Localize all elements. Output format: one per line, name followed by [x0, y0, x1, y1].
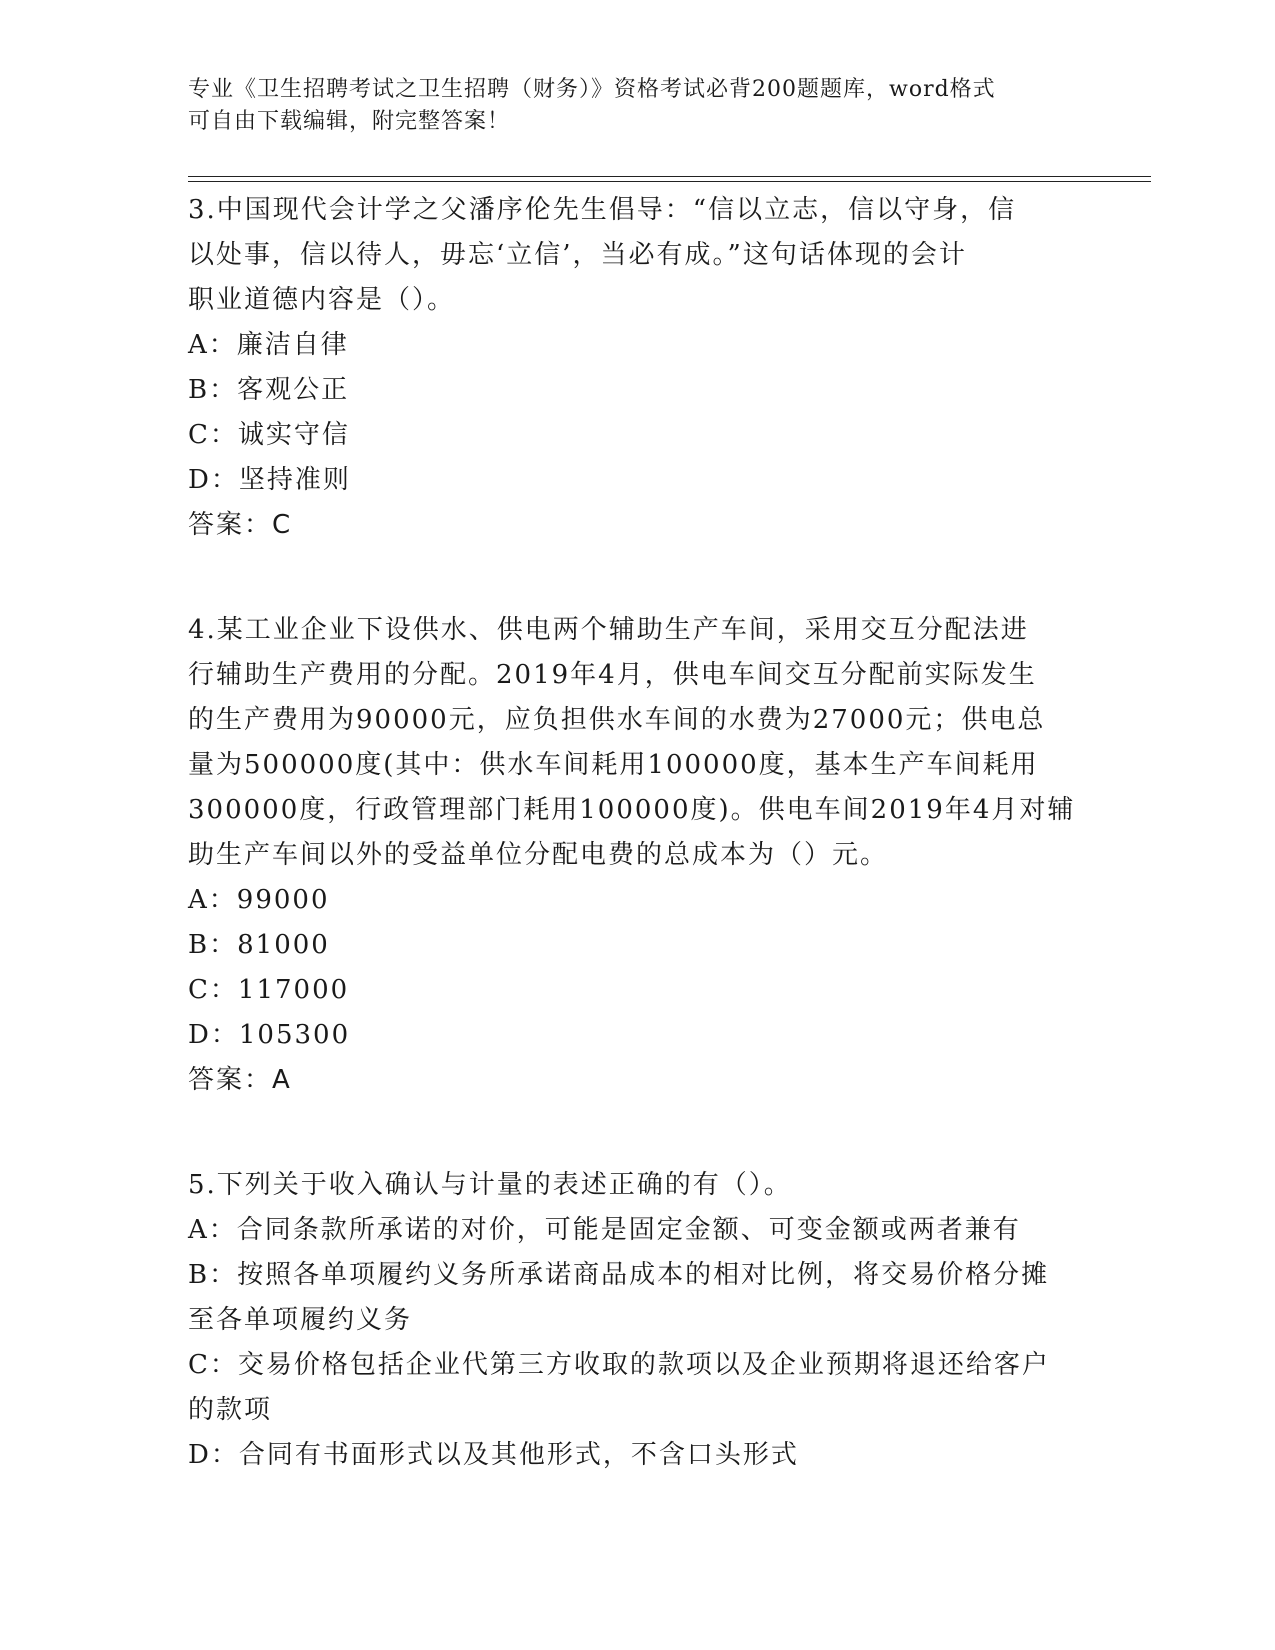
option-b [188, 1253, 1088, 1298]
option-d [188, 458, 1088, 503]
option-b [188, 923, 1088, 968]
option-text: 廉洁自律 [236, 330, 349, 360]
option-d [188, 1013, 1088, 1058]
option-text: 合同条款所承诺的对价，可能是固定金额、可变金额或两者兼有 [236, 1215, 1021, 1245]
question-stem-line: 职业道德内容是（）。 [188, 285, 456, 315]
option-key: B： [188, 930, 238, 960]
question-stem-line: 5.下列关于收入确认与计量的表述正确的有（）。 [188, 1170, 792, 1200]
option-text: 交易价格包括企业代第三方收取的款项以及企业预期将退还给客户 [237, 1350, 1050, 1380]
option-b [188, 368, 1088, 413]
option-key: A： [188, 885, 237, 915]
option-text: 105300 [238, 1020, 351, 1050]
header-line: 专业《卫生招聘考试之卫生招聘（财务）》资格考试必背200题题库，word格式 [188, 77, 996, 102]
option-text: 117000 [237, 975, 350, 1005]
question-stem-line: 行辅助生产费用的分配。2019年4月，供电车间交互分配前实际发生 [188, 660, 1037, 690]
header-divider [188, 176, 1151, 177]
question-list [188, 188, 1088, 1478]
question-3 [188, 188, 1088, 548]
option-a [188, 878, 1088, 923]
option-key: C： [188, 420, 238, 450]
option-c [188, 968, 1088, 1013]
option-key: D： [188, 465, 239, 495]
question-stem-line: 3.中国现代会计学之父潘序伦先生倡导：“信以立志，信以守身，信 [188, 195, 1017, 225]
option-c [188, 1343, 1088, 1388]
question-stem-line: 助生产车间以外的受益单位分配电费的总成本为（）元。 [188, 840, 889, 870]
question-stem-line: 300000度，行政管理部门耗用100000度)。供电车间2019年4月对辅 [188, 795, 1076, 825]
option-a [188, 323, 1088, 368]
option-text: 99000 [236, 885, 330, 915]
question-stem-line: 4.某工业企业下设供水、供电两个辅助生产车间，采用交互分配法进 [188, 615, 1029, 645]
answer-line: 答案：A [188, 1065, 292, 1095]
option-key: A： [188, 330, 237, 360]
answer-line: 答案：C [188, 510, 293, 540]
document-header [188, 74, 1088, 138]
option-key: B： [188, 375, 238, 405]
option-key: D： [188, 1440, 239, 1470]
option-c-continuation: 的款项 [188, 1395, 273, 1425]
question-stem-line: 量为500000度(其中：供水车间耗用100000度，基本生产车间耗用 [188, 750, 1039, 780]
question-stem-line: 以处事，信以待人，毋忘‘立信’，当必有成。”这句话体现的会计 [188, 240, 967, 270]
option-b-continuation: 至各单项履约义务 [188, 1305, 413, 1335]
header-line: 可自由下载编辑，附完整答案！ [188, 109, 511, 134]
option-c [188, 413, 1088, 458]
option-text: 按照各单项履约义务所承诺商品成本的相对比例，将交易价格分摊 [237, 1260, 1050, 1290]
option-d [188, 1433, 1088, 1478]
option-key: C： [188, 975, 238, 1005]
option-key: D： [188, 1020, 239, 1050]
option-text: 81000 [237, 930, 330, 960]
question-5 [188, 1163, 1088, 1478]
option-a [188, 1208, 1088, 1253]
option-key: A： [188, 1215, 237, 1245]
option-key: C： [188, 1350, 238, 1380]
option-key: B： [188, 1260, 238, 1290]
option-text: 客观公正 [237, 375, 350, 405]
header-divider [188, 181, 1151, 182]
option-text: 坚持准则 [238, 465, 351, 495]
question-stem-line: 的生产费用为90000元，应负担供水车间的水费为27000元；供电总 [188, 705, 1046, 735]
option-text: 合同有书面形式以及其他形式，不含口头形式 [238, 1440, 799, 1470]
question-4 [188, 608, 1088, 1103]
option-text: 诚实守信 [237, 420, 350, 450]
